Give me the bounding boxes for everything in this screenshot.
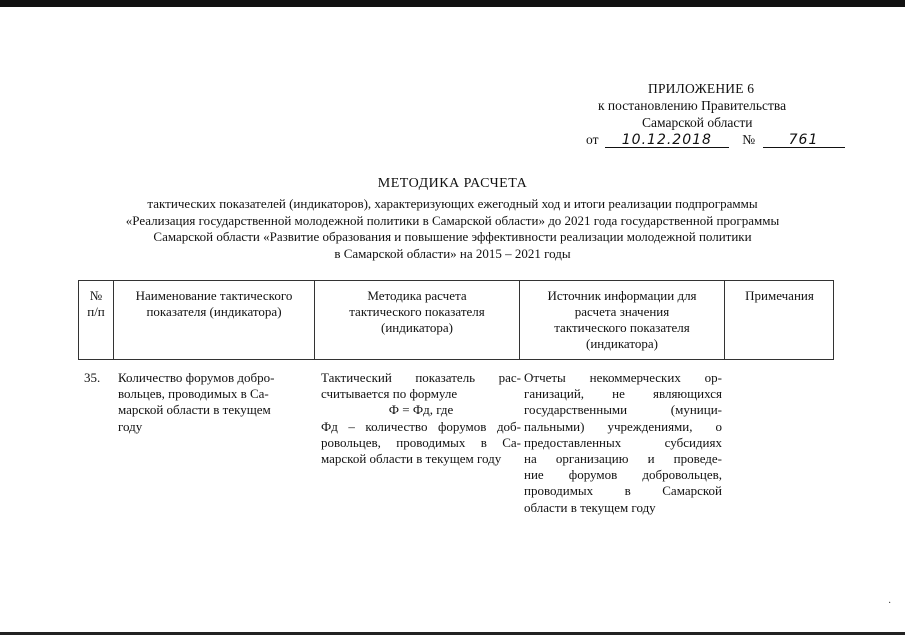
cell-line: на организацию и проведе- [524, 451, 722, 467]
row-number: 35. [84, 370, 101, 385]
header-notes [724, 281, 834, 359]
cell-line: году [118, 418, 143, 434]
table-header [78, 280, 834, 360]
cell-line: ганизаций, не являющихся [524, 386, 722, 402]
formula: Ф = Фд, где [388, 402, 454, 418]
header-text: Примечания [745, 288, 814, 303]
subtitle-line: «Реализация государственной молодежной политики в Самарской области» до 2021 года государственной программы [125, 212, 780, 228]
cell-line: проводимых в Самарской [524, 483, 722, 499]
document-title: МЕТОДИКА РАСЧЕТА [377, 176, 528, 191]
appendix-title: ПРИЛОЖЕНИЕ 6 [648, 81, 755, 96]
header-text: № [89, 288, 103, 303]
number-label: № [742, 132, 756, 147]
cell-line: считывается по формуле [321, 386, 458, 402]
cell-line: области в текущем году [524, 499, 656, 515]
scan-speck: · [888, 598, 892, 609]
header-text: расчета значения [574, 304, 670, 319]
cell-line: государственными (муници- [524, 402, 722, 418]
scan-bottom-border [0, 632, 905, 635]
document-subtitle [40, 196, 865, 262]
header-text: (индикатора) [381, 320, 453, 335]
row-source [524, 370, 722, 516]
header-text: показателя (индикатора) [146, 304, 282, 319]
row-indicator-name [118, 370, 308, 435]
header-text: тактического показателя [349, 304, 485, 319]
cell-line: ние форумов добровольцев, [524, 467, 722, 483]
cell-line: пальными) учреждениями, о [524, 418, 722, 434]
header-text: тактического показателя [554, 320, 690, 335]
handwritten-number: 761 [763, 133, 845, 148]
header-text: Источник информации для [547, 288, 697, 303]
header-indicator-name [113, 281, 314, 359]
cell-line: Отчеты некоммерческих ор- [524, 370, 722, 385]
header-text: Методика расчета [367, 288, 467, 303]
handwritten-date: 10.12.2018 [605, 133, 729, 148]
header-number [79, 281, 113, 359]
cell-line: Количество форумов добро- [118, 370, 275, 385]
cell-line: Тактический показатель рас- [321, 370, 521, 385]
cell-line: предоставленных субсидиях [524, 434, 722, 450]
header-text: Наименование тактического [135, 288, 293, 303]
cell-line: Фд – количество форумов доб- [321, 418, 521, 434]
header-method [314, 281, 519, 359]
subtitle-line: в Самарской области» на 2015 – 2021 годы [334, 245, 571, 261]
appendix-date-number [586, 131, 845, 148]
scan-top-border [0, 0, 905, 7]
cell-line: вольцев, проводимых в Са- [118, 386, 269, 402]
from-label: от [586, 132, 599, 147]
header-text: (индикатора) [586, 336, 658, 351]
cell-line: марской области в текущем году [321, 451, 502, 467]
cell-line: марской области в текущем [118, 402, 271, 418]
appendix-region: Самарской области [642, 115, 753, 130]
row-method [321, 370, 521, 467]
subtitle-line: Самарской области «Развитие образования и повышение эффективности реализации молодежной политики [153, 229, 752, 244]
header-source [519, 281, 724, 359]
subtitle-line: тактических показателей (индикаторов), характеризующих ежегодный ход и итоги реализации подпрограммы [147, 196, 758, 211]
appendix-resolution: к постановлению Правительства [598, 98, 787, 113]
header-text: п/п [87, 304, 105, 319]
cell-line: ровольцев, проводимых в Са- [321, 434, 521, 450]
